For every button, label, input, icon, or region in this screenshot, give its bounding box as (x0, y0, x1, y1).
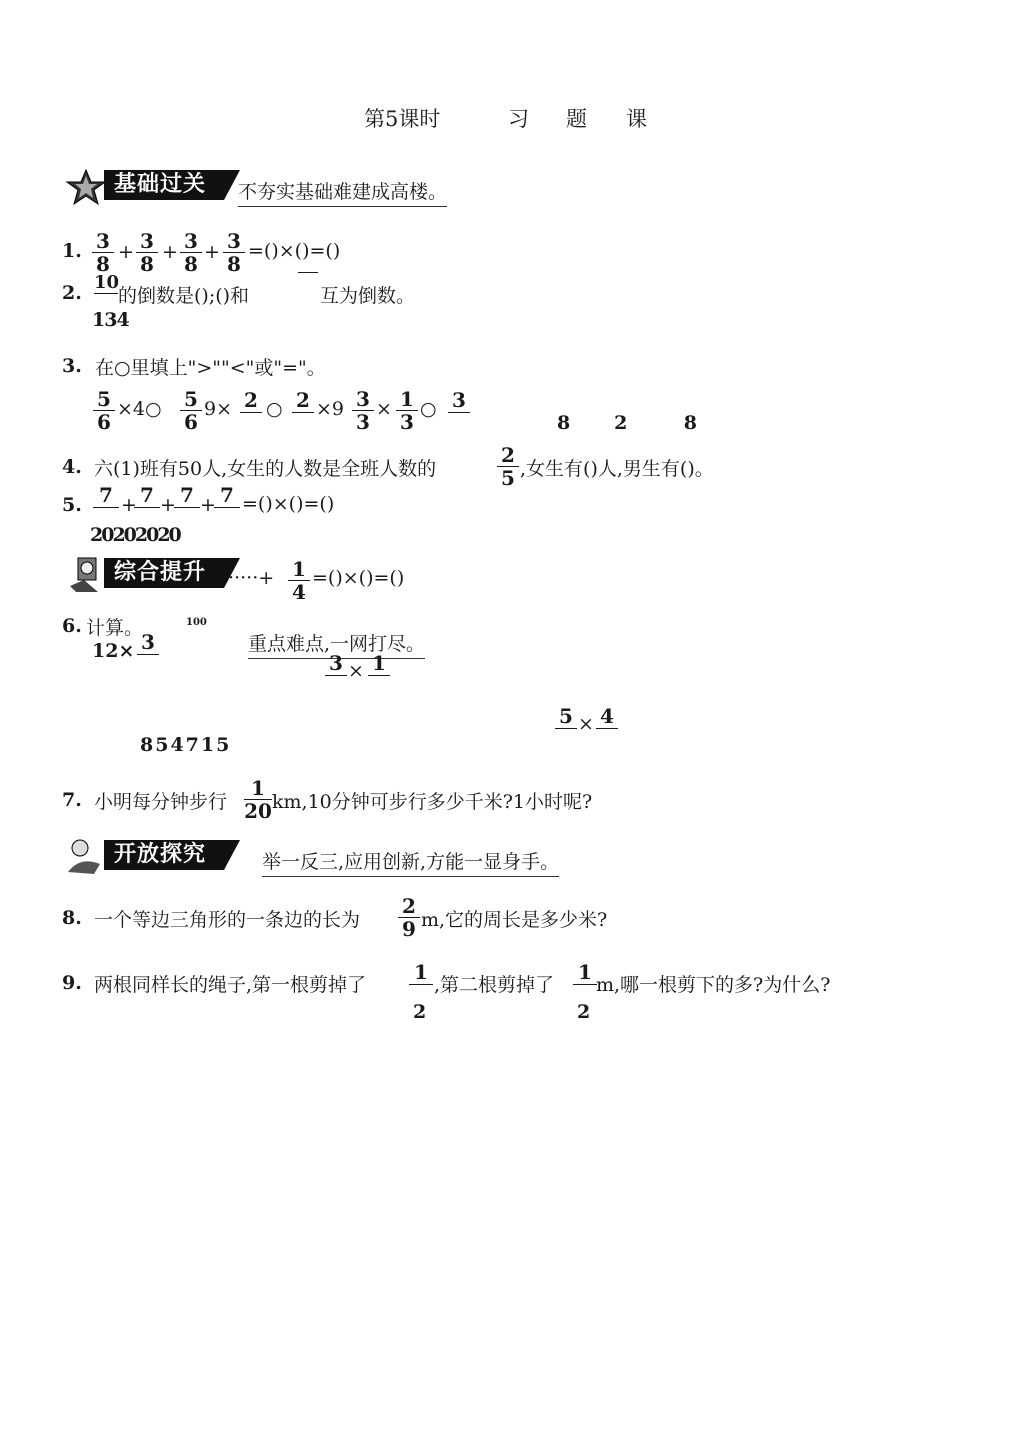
q2-fraction-1-numerator: 10 (94, 272, 120, 293)
q9-text-2: ,第二根剪掉了 (434, 974, 555, 996)
q1-number: 1. (62, 240, 82, 262)
q4-text-2: ,女生有()人,男生有()。 (520, 458, 714, 480)
q4-text-1: 六(1)班有50人,女生的人数是全班人数的 (94, 458, 437, 480)
q1-fraction-2: $\frac{3}{8}$ (136, 230, 158, 275)
q9-denominator-2: 2 (577, 1001, 591, 1023)
title-char-1: 习 (508, 107, 529, 131)
q6-fraction-2-numerator: 3 (325, 651, 347, 676)
q5-line2-fraction: $\frac{1}{4}$ (288, 558, 310, 603)
q9-fraction-2-numerator: 1 (573, 960, 597, 985)
q5-fraction-2: 7 (134, 483, 160, 508)
q5-fraction-3: 7 (174, 483, 200, 508)
section-motto-basic: 不夯实基础难建成高楼。 (238, 177, 447, 207)
q6-number: 6. (62, 615, 82, 637)
title-char-2: 题 (566, 107, 587, 131)
q4-fraction: $\frac{2}{5}$ (497, 444, 519, 489)
q6-denominators: 854715 (140, 734, 232, 756)
q9-number: 9. (62, 972, 82, 994)
q2-number: 2. (62, 282, 82, 304)
section-banner-basic (64, 168, 244, 202)
q8-text-1: 一个等边三角形的一条边的长为 (94, 909, 361, 931)
q6-multiply: × (348, 660, 364, 682)
q3-trailing-denominators: 8 2 8 (557, 412, 703, 434)
q6-fraction-1-numerator: 3 (137, 630, 159, 655)
q3-fraction-6: $\frac{1}{3}$ (396, 388, 418, 433)
q3-fraction-3-numerator: 2 (240, 388, 262, 413)
q1-plus-2: + (162, 241, 178, 263)
star-icon (64, 168, 108, 206)
section-banner-open (64, 838, 264, 872)
q1-fraction-3: $\frac{3}{8}$ (180, 230, 202, 275)
q9-text-3: m,哪一根剪下的多?为什么? (596, 974, 831, 996)
q7-fraction: $\frac{1}{20}$ (244, 776, 272, 823)
q8-fraction: $\frac{2}{9}$ (398, 895, 420, 940)
mascot-icon (64, 838, 108, 876)
q8-number: 8. (62, 907, 82, 929)
q5-plus-3: + (200, 494, 216, 516)
q5-denominators: 20202020 (90, 524, 180, 546)
q7-number: 7. (62, 789, 82, 811)
title-char-3: 课 (626, 107, 647, 131)
q5-number: 5. (62, 494, 82, 516)
q2-fraction-2-numerator (298, 272, 318, 273)
q3-fraction-4-numerator: 2 (292, 388, 314, 413)
q3-fraction-2: $\frac{5}{6}$ (180, 388, 202, 433)
q3-fraction-1: $\frac{5}{6}$ (93, 388, 115, 433)
mascot-icon (64, 556, 108, 594)
q1-fraction-1: $\frac{3}{8}$ (92, 230, 114, 275)
q3-expr-6: ○ (420, 398, 437, 420)
q6-multiply-2: × (578, 713, 594, 735)
section-motto-open: 举一反三,应用创新,方能一显身手。 (262, 847, 559, 877)
q9-fraction-1-numerator: 1 (409, 960, 433, 985)
lesson-number: 第5课时 (364, 107, 441, 131)
q6-fraction-5-numerator: 4 (596, 704, 618, 729)
section-label-basic: 基础过关 (104, 170, 224, 200)
q5-small-denominator: 100 (186, 617, 207, 628)
section-motto-comprehensive: 重点难点,一网打尽。 (248, 629, 425, 659)
q5-line2-ellipsis: ······+ (222, 567, 275, 589)
q2-text-2: 互为倒数。 (320, 285, 416, 307)
q1-plus-3: + (204, 241, 220, 263)
q3-expr-5: × (376, 398, 392, 420)
q7-text-1: 小明每分钟步行 (94, 791, 228, 813)
q5-plus-2: + (160, 494, 176, 516)
q6-instruction: 计算。 (86, 617, 144, 639)
q1-plus-1: + (118, 241, 134, 263)
section-label-open: 开放探究 (104, 840, 224, 870)
q3-expr-1: ×4○ (117, 398, 162, 420)
q9-text-1: 两根同样长的绳子,第一根剪掉了 (94, 974, 367, 996)
q7-text-2: km,10分钟可步行多少千米?1小时呢? (272, 791, 593, 813)
q2-denominators: 134 (92, 309, 129, 331)
q6-expr-1: 12× (92, 640, 135, 662)
q6-fraction-3-numerator: 1 (368, 651, 390, 676)
q5-line2-equation: =()×()=() (312, 567, 405, 589)
q2-text-1: 的倒数是();()和 (118, 285, 250, 307)
q4-number: 4. (62, 456, 82, 478)
q6-fraction-4-numerator: 5 (555, 704, 577, 729)
q5-plus-1: + (121, 494, 137, 516)
q1-fraction-4: $\frac{3}{8}$ (223, 230, 245, 275)
q5-equation: =()×()=() (242, 493, 335, 515)
q3-fraction-5: $\frac{3}{3}$ (352, 388, 374, 433)
q8-text-2: m,它的周长是多少米? (421, 909, 608, 931)
q3-expr-2: 9× (204, 398, 233, 420)
section-label-comprehensive: 综合提升 (104, 558, 224, 588)
q3-number: 3. (62, 355, 82, 377)
q3-instruction: 在○里填上">""<"或"="。 (95, 357, 326, 379)
q1-equation: =()×()=() (248, 240, 341, 262)
q3-fraction-7-numerator: 3 (448, 388, 470, 413)
q9-denominator-1: 2 (413, 1001, 427, 1023)
q3-expr-3: ○ (266, 398, 283, 420)
q5-fraction-1: 7 (93, 483, 119, 508)
q5-fraction-4: 7 (214, 483, 240, 508)
q3-expr-4: ×9 (316, 398, 345, 420)
section-banner-comprehensive (64, 556, 244, 590)
